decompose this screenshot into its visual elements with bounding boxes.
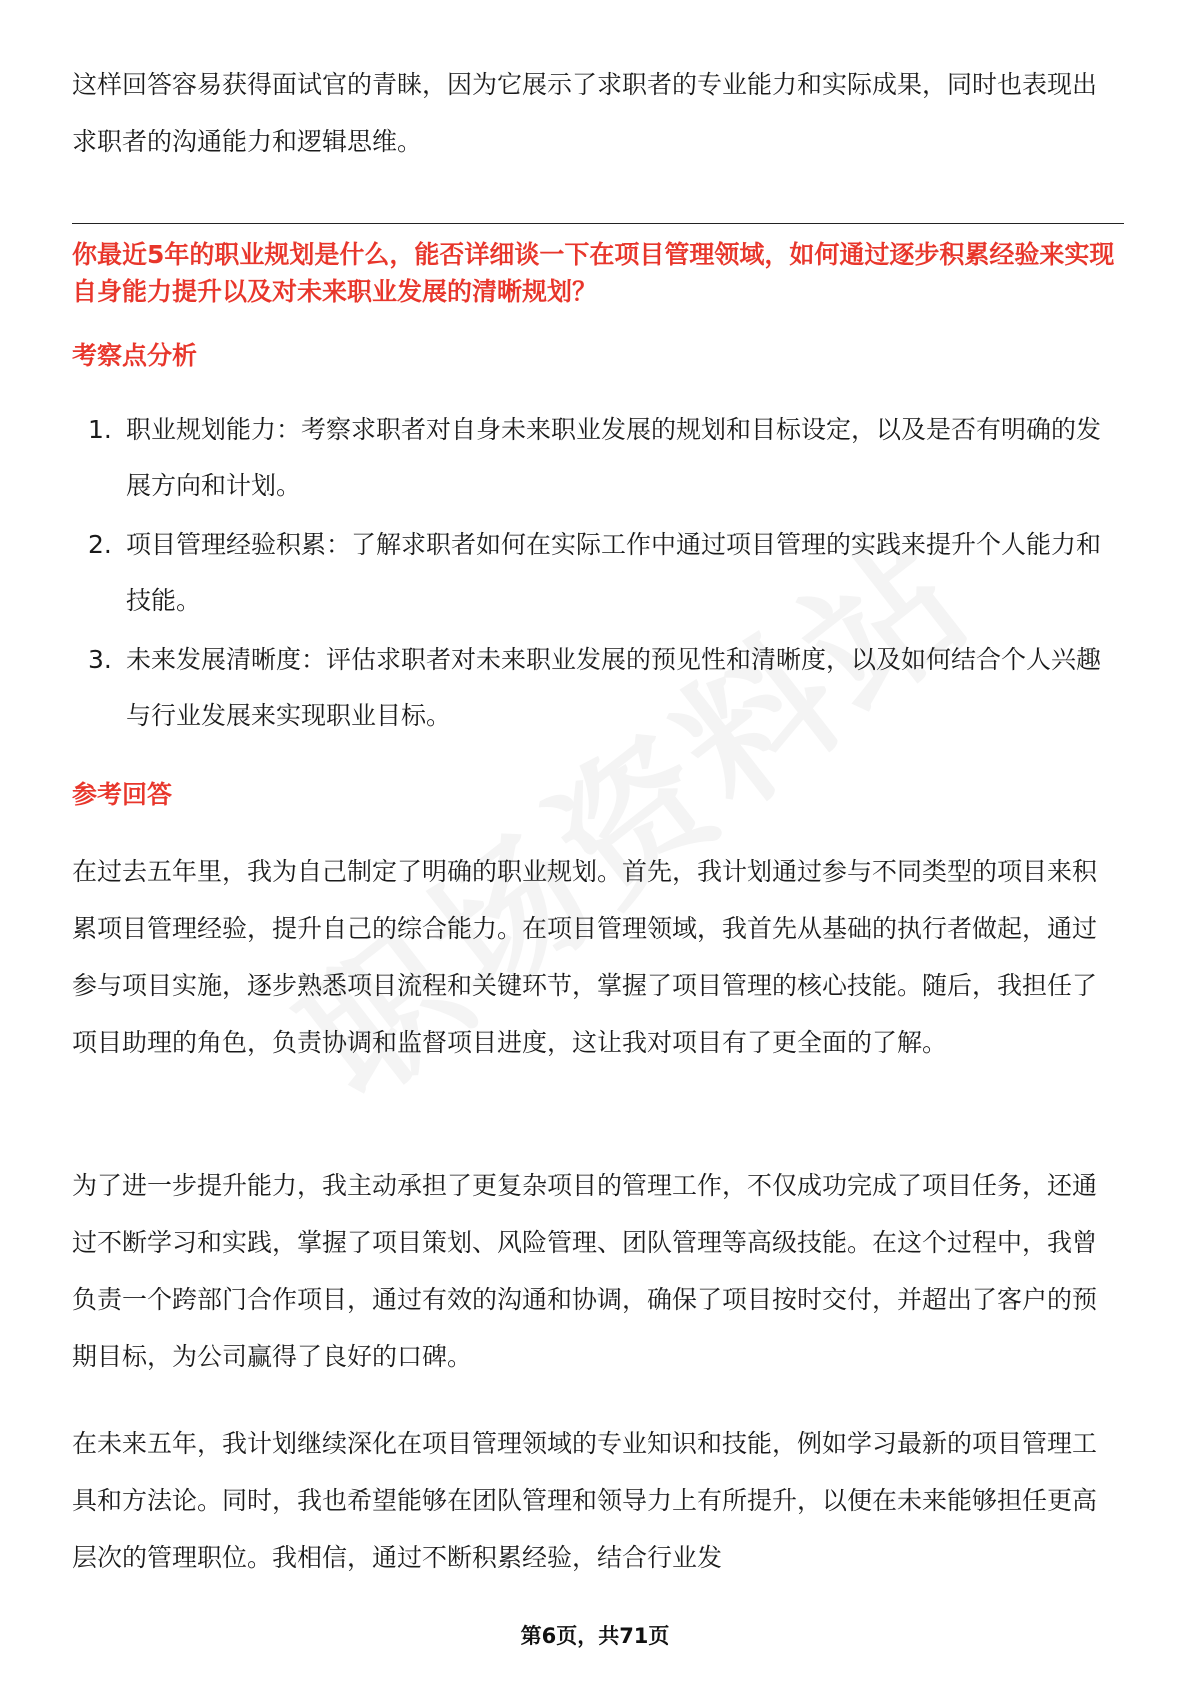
analysis-list — [72, 402, 1118, 747]
list-item-text: 未来发展清晰度：评估求职者对未来职业发展的预见性和清晰度，以及如何结合个人兴趣与行业发展来实现职业目标。 — [126, 645, 1102, 730]
section-divider — [72, 223, 1124, 224]
list-item-number: 2. — [88, 530, 112, 559]
analysis-heading: 考察点分析 — [72, 341, 198, 370]
analysis-list-item — [72, 517, 1118, 629]
list-item-number: 3. — [88, 645, 112, 674]
list-item-text: 项目管理经验积累：了解求职者如何在实际工作中通过项目管理的实践来提升个人能力和技能。 — [126, 530, 1102, 615]
analysis-list-item — [72, 402, 1118, 514]
list-item-text: 职业规划能力：考察求职者对自身未来职业发展的规划和目标设定，以及是否有明确的发展方向和计划。 — [126, 415, 1102, 500]
answer-heading: 参考回答 — [72, 780, 173, 809]
question-heading: 你最近5年的职业规划是什么，能否详细谈一下在项目管理领域，如何通过逐步积累经验来实现自身能力提升以及对未来职业发展的清晰规划？ — [72, 240, 1115, 306]
answer-paragraph: 为了进一步提升能力，我主动承担了更复杂项目的管理工作，不仅成功完成了项目任务，还通过不断学习和实践，掌握了项目策划、风险管理、团队管理等高级技能。在这个过程中，我曾负责一个跨部门合作项目，通过有效的沟通和协调，确保了项目按时交付，并超出了客户的预期目标，为公司赢得了良好的口碑。 — [72, 1171, 1098, 1371]
analysis-list-item — [72, 632, 1118, 744]
answer-paragraph: 在过去五年里，我为自己制定了明确的职业规划。首先，我计划通过参与不同类型的项目来积累项目管理经验，提升自己的综合能力。在项目管理领域，我首先从基础的执行者做起，通过参与项目实施，逐步熟悉项目流程和关键环节，掌握了项目管理的核心技能。随后，我担任了项目助理的角色，负责协调和监督项目进度，这让我对项目有了更全面的了解。 — [72, 857, 1098, 1057]
page-footer: 第6页，共71页 — [520, 1624, 670, 1648]
list-item-number: 1. — [88, 415, 112, 444]
intro-paragraph: 这样回答容易获得面试官的青睐，因为它展示了求职者的专业能力和实际成果，同时也表现出求职者的沟通能力和逻辑思维。 — [72, 70, 1098, 156]
answer-paragraph: 在未来五年，我计划继续深化在项目管理领域的专业知识和技能，例如学习最新的项目管理工具和方法论。同时，我也希望能够在团队管理和领导力上有所提升，以便在未来能够担任更高层次的管理职位。我相信，通过不断积累经验，结合行业发 — [72, 1429, 1098, 1572]
